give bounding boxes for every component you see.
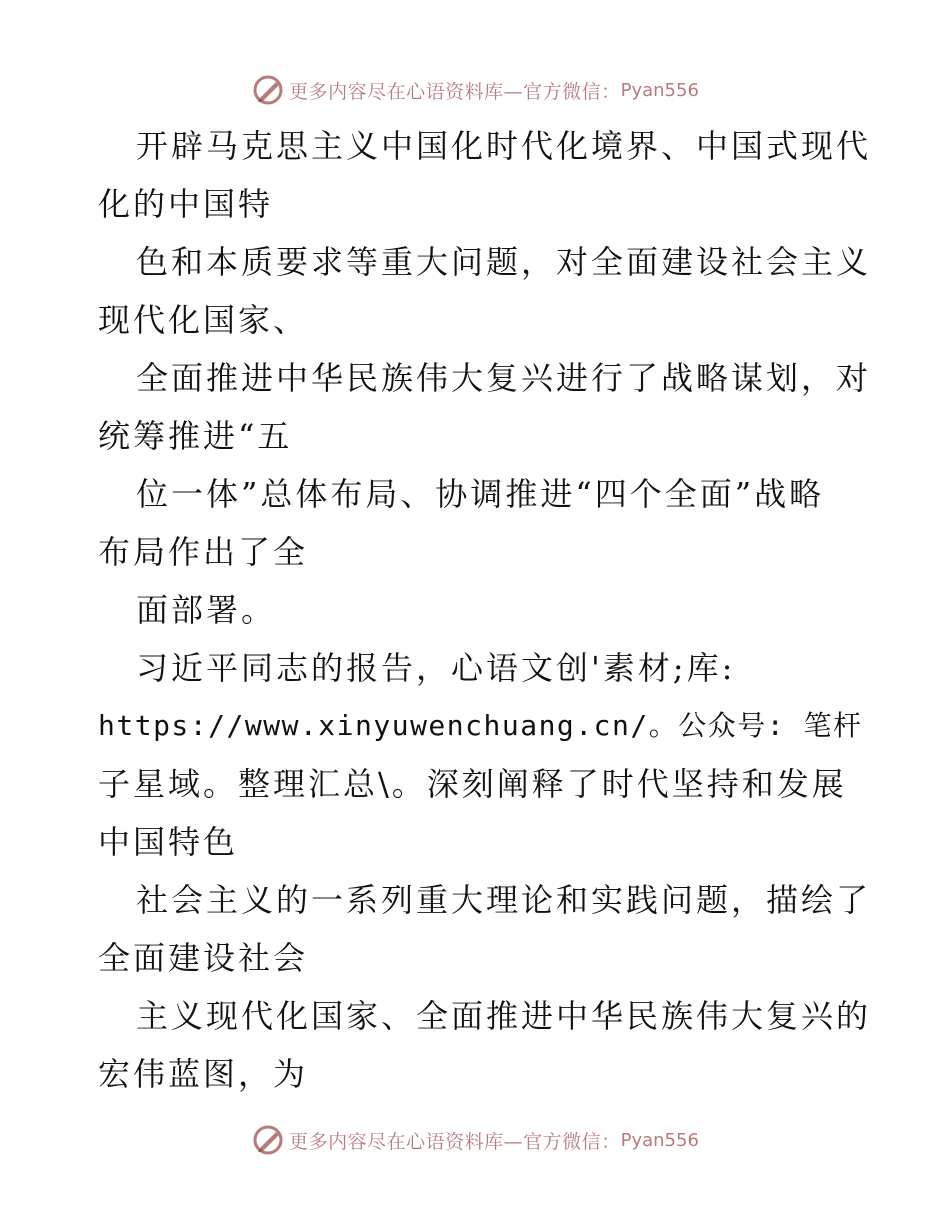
- text-line: 全面推进中华民族伟大复兴进行了战略谋划，对: [136, 359, 872, 397]
- watermark-text: 更多内容尽在心语资料库—官方微信：: [289, 1130, 621, 1153]
- watermark-text: 更多内容尽在心语资料库—官方微信：: [289, 80, 621, 103]
- text-line: 现代化国家、: [98, 301, 309, 339]
- text-line: https://www.xinyuwenchuang.cn/。公众号: 笔杆: [98, 709, 863, 742]
- text-line: 中国特色: [98, 823, 239, 861]
- text-line: 布局作出了全: [98, 533, 309, 571]
- text-line: 宏伟蓝图，为: [98, 1055, 309, 1093]
- text-line: 全面建设社会: [98, 939, 309, 977]
- text-line: 习近平同志的报告，心语文创'素材;库:: [136, 649, 736, 687]
- text-line: 统筹推进“五: [98, 417, 293, 455]
- text-line: 色和本质要求等重大问题，对全面建设社会主义: [136, 243, 872, 281]
- text-line: 社会主义的一系列重大理论和实践问题，描绘了: [136, 881, 872, 919]
- document-body: [98, 117, 872, 1103]
- text-line: 主义现代化国家、全面推进中华民族伟大复兴的: [136, 997, 872, 1035]
- text-line: 子星域。整理汇总\。深刻阐释了时代坚持和发展: [98, 765, 847, 803]
- pen-logo-icon: [251, 1123, 285, 1157]
- watermark-wechat-id: Pyan556: [620, 1129, 699, 1151]
- pen-logo-icon: [251, 73, 285, 107]
- watermark-wechat-id: Pyan556: [620, 79, 699, 101]
- text-line: 位一体”总体布局、协调推进“四个全面”战略: [136, 475, 825, 513]
- header-watermark: [0, 70, 950, 110]
- text-line: 开辟马克思主义中国化时代化境界、中国式现代: [136, 127, 872, 165]
- text-line: 面部署。: [136, 591, 277, 629]
- text-line: 化的中国特: [98, 185, 274, 223]
- footer-watermark: [0, 1120, 950, 1160]
